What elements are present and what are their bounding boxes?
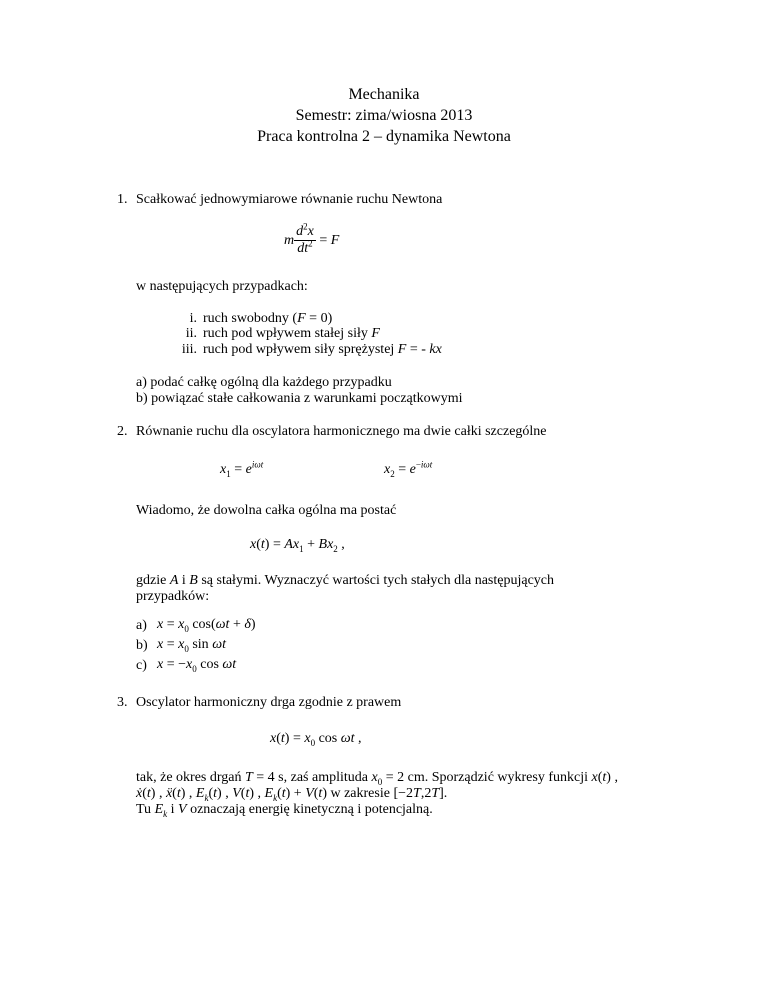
case-iii-text: ruch pod wpływem siły sprężystej F = - kx — [203, 342, 442, 357]
problem-3-line2: ẋ(t) , ẍ(t) , $E_k(t)$ , V(t) , $E_k(t) + V(t)$ w zakresie [−2T,2T]. — [136, 786, 448, 803]
problem-2-number: 2. — [117, 424, 128, 439]
problem-1-intro: Scałkować jednowymiarowe równanie ruchu Newtona — [136, 192, 443, 207]
problem-2-constants-line2: przypadków: — [136, 589, 210, 604]
general-solution: $x(t) = Ax_1 + Bx_2$ , — [250, 537, 345, 554]
case-b-formula: $x = x_0$ sin ωt — [157, 637, 226, 654]
case-ii-text: ruch pod wpływem stałej siły F — [203, 326, 380, 341]
case-c-formula: $x = -x_0$ cos ωt — [157, 657, 237, 674]
case-ii-number: ii. — [185, 326, 197, 341]
case-i-text: ruch swobodny (F = 0) — [203, 311, 333, 326]
problem-1-number: 1. — [117, 192, 128, 207]
problem-3-line1: tak, że okres drgań T = 4 s, zaś amplituda $x_0 = 2$ cm. Sporządzić wykresy funkcji x(t) , — [136, 770, 618, 787]
problem-3-number: 3. — [117, 695, 128, 710]
solution-x1: $x_1 = e^{i\omega t}$ — [220, 459, 264, 479]
case-iii-number: iii. — [181, 342, 197, 357]
oscillation-law: $x(t) = x_0$ cos ωt , — [270, 731, 362, 748]
case-a-label: a) — [136, 618, 147, 633]
case-c-label: c) — [136, 658, 147, 673]
task-b: b) powiązać stałe całkowania z warunkami początkowymi — [136, 391, 463, 406]
case-a-formula: $x = x_0$ cos(ωt + δ) — [157, 617, 256, 634]
solution-x2: $x_2 = e^{-i\omega t}$ — [384, 459, 433, 479]
assignment-title: Praca kontrolna 2 – dynamika Newtona — [257, 128, 511, 145]
newton-equation: m $\frac{d^2x}{dt^2}$ = F — [284, 221, 340, 256]
case-b-label: b) — [136, 638, 148, 653]
problem-2-intro: Równanie ruchu dla oscylatora harmonicznego ma dwie całki szczególne — [136, 424, 547, 439]
task-a: a) podać całkę ogólną dla każdego przypadku — [136, 375, 392, 390]
problem-2-constants: gdzie A i B są stałymi. Wyznaczyć wartości tych stałych dla następujących — [136, 573, 555, 588]
problem-1-cases-intro: w następujących przypadkach: — [136, 279, 308, 294]
problem-3-intro: Oscylator harmoniczny drga zgodnie z prawem — [136, 695, 402, 710]
semester-line: Semestr: zima/wiosna 2013 — [295, 107, 473, 124]
doc-title: Mechanika — [348, 86, 420, 103]
problem-2-general: Wiadomo, że dowolna całka ogólna ma postać — [136, 503, 397, 518]
problem-3-line3: Tu $E_k$ i V oznaczają energię kinetyczną i potencjalną. — [136, 802, 433, 819]
case-i-number: i. — [189, 311, 197, 326]
